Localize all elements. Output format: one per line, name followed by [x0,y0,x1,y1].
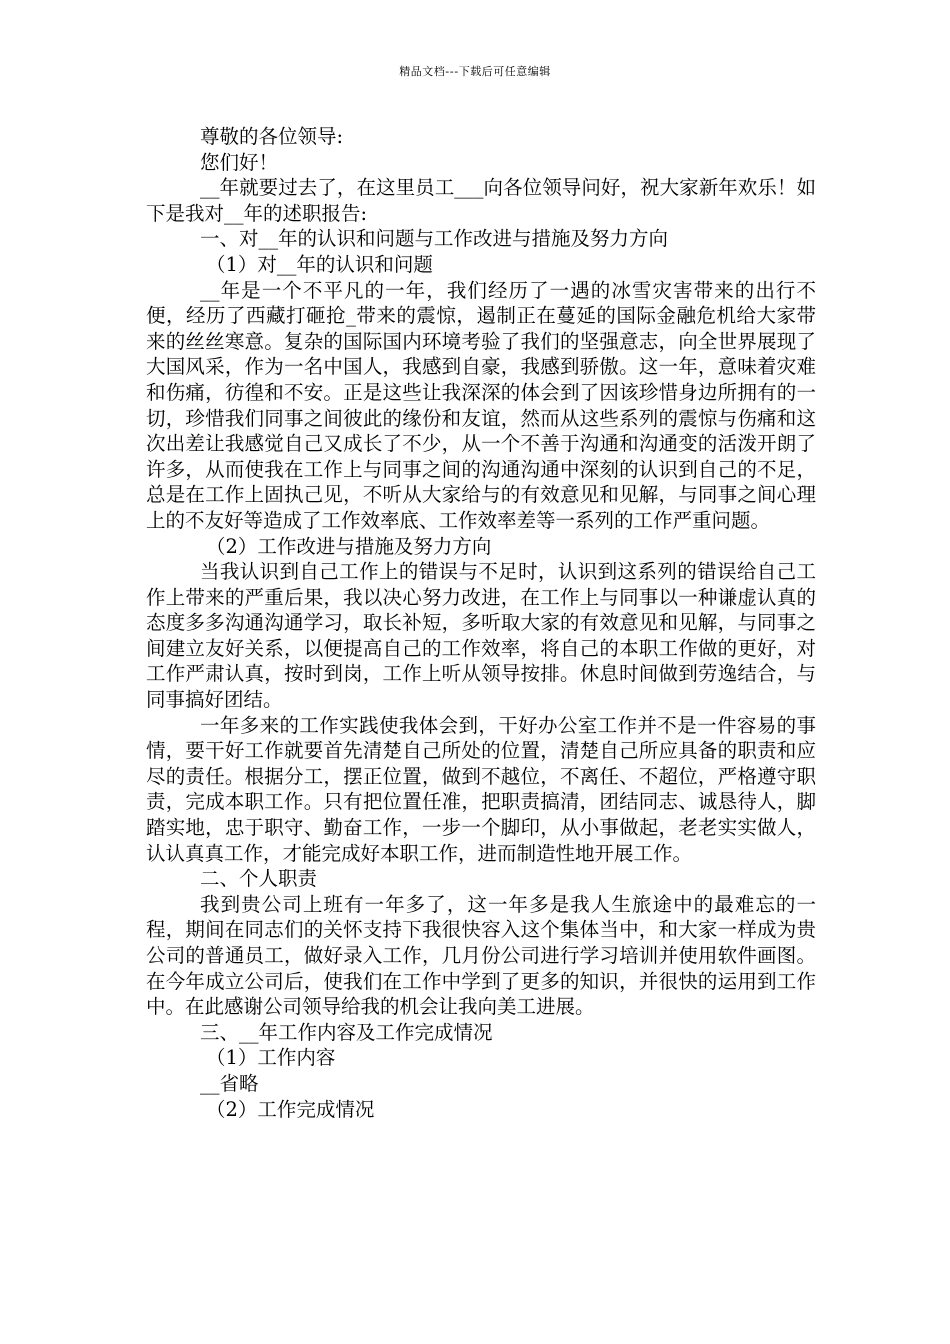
subheading-3-2: （2）工作完成情况 [206,1097,375,1121]
subheading-1-2: （2）工作改进与措施及努力方向 [206,534,492,558]
section-heading-3: 三、__年工作内容及工作完成情况 [200,1020,493,1044]
salutation: 尊敬的各位领导: [200,125,344,148]
body-paragraph: 我到贵公司上班有一年多了，这一年多是我人生旅途中的最难忘的一程，期间在同志们的关怀支持下我很快容入这个集体当中，和大家一样成为贵公司的普通员工，做好录入工作，几月份公司进行学习培训并使用软件画图。在今年成立公司后，使我们在工作中学到了更多的知识，并很快的运用到工作中。在此感谢公司领导给我的机会让我向美工进展。 [146,892,816,1019]
body-paragraph: 当我认识到自己工作上的错误与不足时，认识到这系列的错误给自己工作上带来的严重后果，我以决心努力改进，在工作上与同事以一种谦虚认真的态度多多沟通沟通学习，取长补短，多听取大家的有效意见和见解，与同事之间建立友好关系，以便提高自己的工作效率，将自己的本职工作做的更好，对工作严肃认真，按时到岗，工作上听从领导按排。休息时间做到劳逸结合，与同事搞好团结。 [146,560,816,712]
body-paragraph: 一年多来的工作实践使我体会到，干好办公室工作并不是一件容易的事情，要干好工作就要首先清楚自己所处的位置，清楚自己所应具备的职责和应尽的责任。根据分工，摆正位置，做到不越位，不离任、不超位，严格遵守职责，完成本职工作。只有把位置任准，把职责搞清，团结同志、诚恳待人，脚踏实地，忠于职守、勤奋工作，一步一个脚印，从小事做起，老老实实做人，认认真真工作，才能完成好本职工作，进而制造性地开展工作。 [146,713,816,865]
page-header: 精品文档---下载后可任意编辑 [399,65,551,78]
body-paragraph: __年是一个不平凡的一年，我们经历了一遇的冰雪灾害带来的出行不便，经历了西藏打砸抢_带来的震惊，遏制正在蔓延的国际金融危机给大家带来的丝丝寒意。复杂的国际国内环境考验了我们的坚强意志，向全世界展现了大国风采，作为一名中国人，我感到自豪，我感到骄傲。这一年，意味着灾难和伤痛，彷徨和不安。正是这些让我深深的体会到了因该珍惜身边所拥有的一切，珍惜我们同事之间彼此的缘份和友谊，然而从这些系列的震惊与伤痛和这次出差让我感觉自己又成长了不少，从一个不善于沟通和沟通变的活泼开朗了许多，从而使我在工作上与同事之间的沟通沟通中深刻的认识到自己的不足，总是在工作上固执己见，不听从大家给与的有效意见和见解，与同事之间心理上的不友好等造成了工作效率底、工作效率差等一系列的工作严重问题。 [146,278,816,532]
document-body [146,124,816,1122]
body-paragraph: __省略 [200,1071,259,1095]
section-heading-2: 二、个人职责 [200,867,318,891]
greeting: 您们好！ [200,150,279,174]
subheading-1-1: （1）对__年的认识和问题 [206,252,433,276]
subheading-3-1: （1）工作内容 [206,1046,336,1070]
section-heading-1: 一、对__年的认识和问题与工作改进与措施及努力方向 [200,227,669,251]
intro-paragraph: __年就要过去了，在这里员工___向各位领导问好，祝大家新年欢乐！如下是我对__年的述职报告: [146,176,816,225]
